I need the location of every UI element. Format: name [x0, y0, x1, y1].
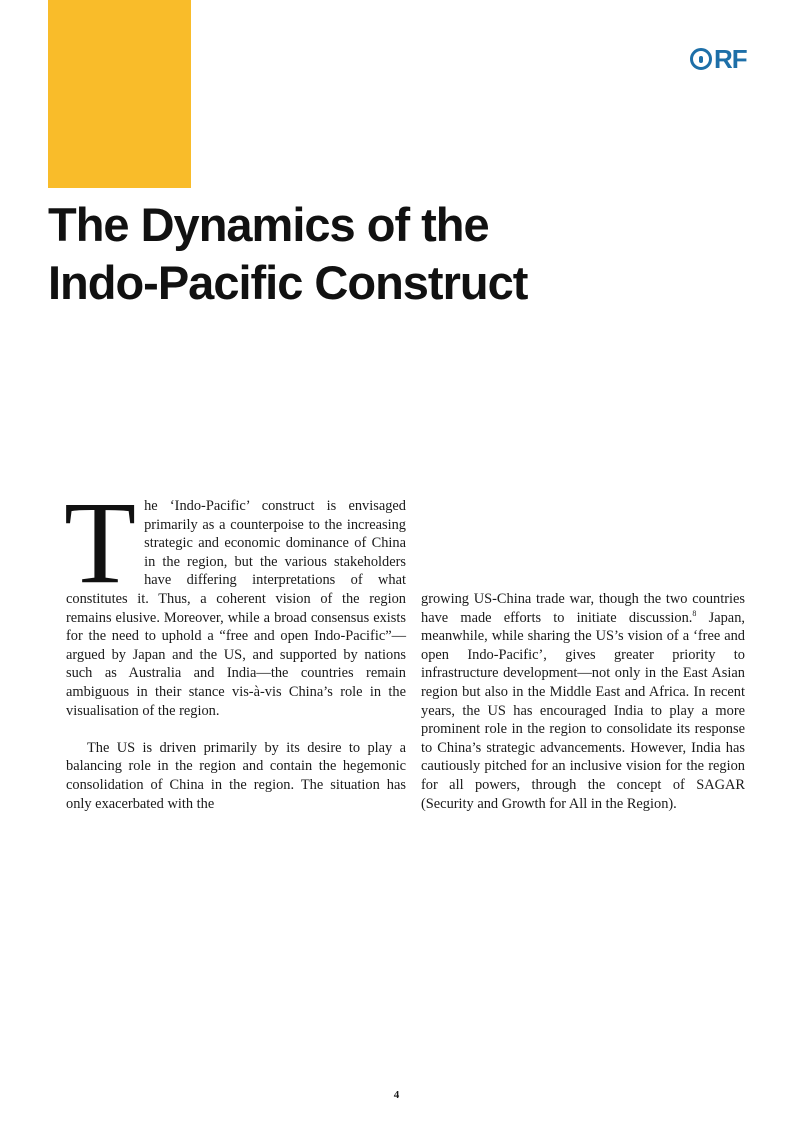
- paragraph-2-text-b: Japan, meanwhile, while sharing the US’s vision of a ‘free and open Indo-Pacific’, gives greater priority to infrastructure development—not only in the East Asian region but also in the Middle East and Africa. In recent years, the US has encouraged India to play a more prominent role in the region to consolidate its response to China’s strategic advancements. However, India has cautiously pitched for an inclusive vision for the region for all powers, through the concept of SAGAR (Security and Growth for All in the Region).: [421, 609, 745, 812]
- drop-cap: T: [64, 477, 137, 608]
- accent-block: [48, 0, 191, 188]
- left-column: [64, 477, 406, 813]
- page-number: 4: [393, 1089, 400, 1101]
- paragraph-1-text: he ‘Indo-Pacific’ construct is envisaged primarily as a counterpoise to the increasing strategic and economic dominance of China in the region, but the various stakeholders have differing interpretations of what constitutes it. Thus, a coherent vision of the region remains elusive. Moreover, while a broad consensus exists for the need to uphold a “free and open Indo-Pacific”—argued by Japan and the US, and supported by nations such as Australia and India—the countries remain ambiguous in their stance vis-à-vis China’s role in the visualisation of the region.: [66, 498, 406, 719]
- right-column: [421, 590, 745, 813]
- paragraph-2-start: The US is driven primarily by its desire to play a balancing role in the region and contain the hegemonic consolidation of China in the region. The situation has only exacerbated with the: [66, 739, 406, 812]
- orf-logo: [690, 44, 747, 74]
- page-title: [48, 196, 748, 312]
- tree-logo-icon: [690, 48, 712, 70]
- logo-letters: RF: [714, 44, 747, 74]
- paragraph-2-text-a: growing US-China trade war, though the two countries have made efforts to initiate discussion.: [421, 591, 745, 626]
- footnote-reference[interactable]: 8: [692, 608, 697, 618]
- title-line-2: Indo-Pacific Construct: [48, 256, 528, 309]
- paragraph-1: [64, 477, 406, 720]
- paragraph-2-continued: [421, 590, 745, 813]
- title-line-1: The Dynamics of the: [48, 198, 489, 251]
